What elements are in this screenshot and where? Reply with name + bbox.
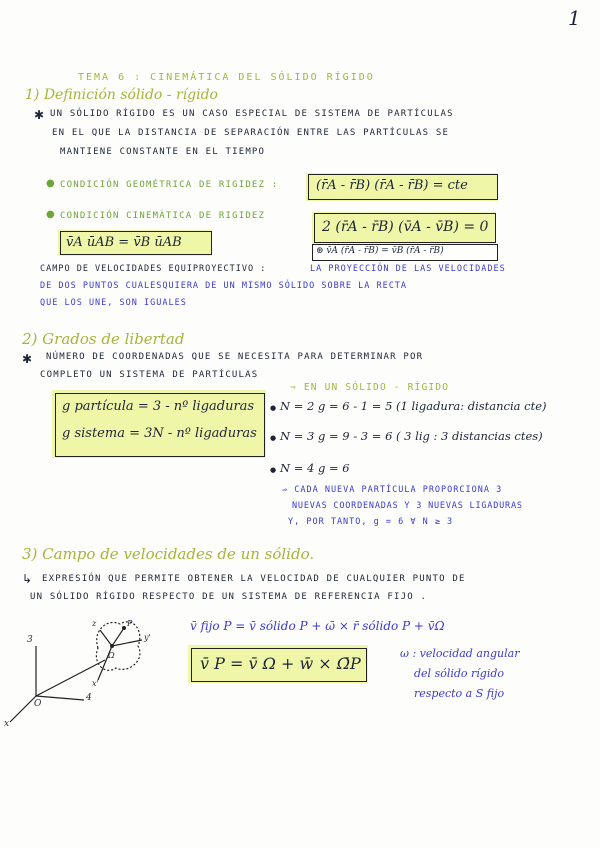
solid-case2: N = 3 g = 9 - 3 = 6 ( 3 lig : 3 distancias ctes)	[280, 429, 543, 443]
cond-geo-label: CONDICIÓN GEOMÉTRICA DE RIGIDEZ :	[60, 180, 279, 190]
section2-intro-line2: COMPLETO UN SISTEMA DE PARTÍCULAS	[40, 370, 259, 380]
bullet-dot-icon: ●	[46, 178, 55, 189]
equiproj-line3: QUE LOS UNE, SON IGUALES	[40, 298, 187, 308]
section3-intro-line1: EXPRESIÓN QUE PERMITE OBTENER LA VELOCIDAD DE CUALQUIER PUNTO DE	[42, 574, 466, 584]
section3-heading: 3) Campo de velocidades de un sólido.	[22, 545, 315, 563]
gl-particula: g partícula = 3 - nº ligaduras	[62, 399, 255, 414]
body-origin-label: Ω	[108, 651, 115, 660]
solid-note-line1: ⇒ CADA NUEVA PARTÍCULA PROPORCIONA 3	[282, 485, 503, 495]
cond-geo-formula: (r̄A - r̄B) (r̄A - r̄B) = cte	[316, 178, 468, 193]
solid-case1: N = 2 g = 6 - 1 = 5 (1 ligadura: distancia cte)	[280, 399, 547, 413]
omega-note-line1: ω : velocidad angular	[400, 647, 520, 660]
solid-note-line2: NUEVAS COORDENADAS Y 3 NUEVAS LIGADURAS	[292, 501, 523, 511]
fixed-y-label: 4	[86, 693, 92, 703]
bullet-small-icon: ●	[270, 404, 277, 412]
cond-cin-formula: 2 (r̄A - r̄B) (v̄A - v̄B) = 0	[322, 219, 489, 235]
solid-case3: N = 4 g = 6	[280, 461, 350, 475]
page-number: 1	[568, 6, 581, 30]
section3-formula-boxed: v̄ P = v̄ Ω + w̄ × Ω̄P	[200, 654, 361, 673]
section1-intro-line2: EN EL QUE LA DISTANCIA DE SEPARACIÓN ENTRE LAS PARTÍCULAS SE	[52, 128, 450, 138]
bullet-small-icon: ●	[270, 434, 277, 442]
cond-cin-sub: ⊛ v̄A (r̄A - r̄B) = v̄B (r̄A - r̄B)	[316, 246, 444, 256]
point-p-label: P	[127, 619, 133, 628]
section3-formula-top: v̄ fijo P = v̄ sólido P + ω̄ × r̄ sólido P + v̄Ω	[190, 619, 445, 633]
equiproj-formula: v̄A ūAB = v̄B ūAB	[66, 235, 182, 250]
section1-intro-line1: UN SÓLIDO RÍGIDO ES UN CASO ESPECIAL DE SISTEMA DE PARTÍCULAS	[50, 109, 454, 119]
bullet-star-icon: ✱	[34, 108, 45, 122]
fixed-z-label: 3	[27, 635, 33, 645]
arrow-bullet-icon: ↳	[22, 572, 33, 586]
fixed-origin-label: O	[34, 699, 42, 709]
section3-intro-line2: UN SÓLIDO RÍGIDO RESPECTO DE UN SISTEMA DE REFERENCIA FIJO .	[30, 592, 428, 602]
equiproj-line1-black: CAMPO DE VELOCIDADES EQUIPROYECTIVO :	[40, 264, 267, 274]
bullet-small-icon: ●	[270, 466, 277, 474]
body-x-label: x'	[92, 679, 99, 688]
body-y-label: y'	[144, 633, 151, 642]
page-title: TEMA 6 : CINEMÁTICA DEL SÓLIDO RÍGIDO	[78, 72, 375, 83]
section2-intro-line1: NÚMERO DE COORDENADAS QUE SE NECESITA PARA DETERMINAR POR	[46, 352, 424, 362]
section1-heading: 1) Definición sólido - rígido	[25, 87, 218, 103]
gl-sistema: g sistema = 3N - nº ligaduras	[62, 426, 257, 441]
equiproj-line1-blue: LA PROYECCIÓN DE LAS VELOCIDADES	[310, 264, 506, 274]
solid-note-line3: Y, POR TANTO, g = 6 ∀ N ≥ 3	[288, 517, 454, 527]
omega-note-line2: del sólido rígido	[414, 667, 505, 680]
body-z-label: z	[92, 619, 97, 628]
fixed-x-label: x	[4, 719, 10, 729]
omega-note-line3: respecto a S fijo	[414, 687, 505, 700]
bullet-dot-icon: ●	[46, 209, 55, 220]
cond-cin-label: CONDICIÓN CINEMÁTICA DE RIGIDEZ	[60, 211, 266, 221]
equiproj-line2: DE DOS PUNTOS CUALESQUIERA DE UN MISMO SÓLIDO SOBRE LA RECTA	[40, 281, 408, 291]
solid-title: ⇒ EN UN SÓLIDO - RÍGIDO	[290, 382, 450, 393]
bullet-star-icon: ✱	[22, 352, 33, 366]
section1-intro-line3: MANTIENE CONSTANTE EN EL TIEMPO	[60, 147, 266, 157]
section2-heading: 2) Grados de libertad	[22, 330, 185, 348]
